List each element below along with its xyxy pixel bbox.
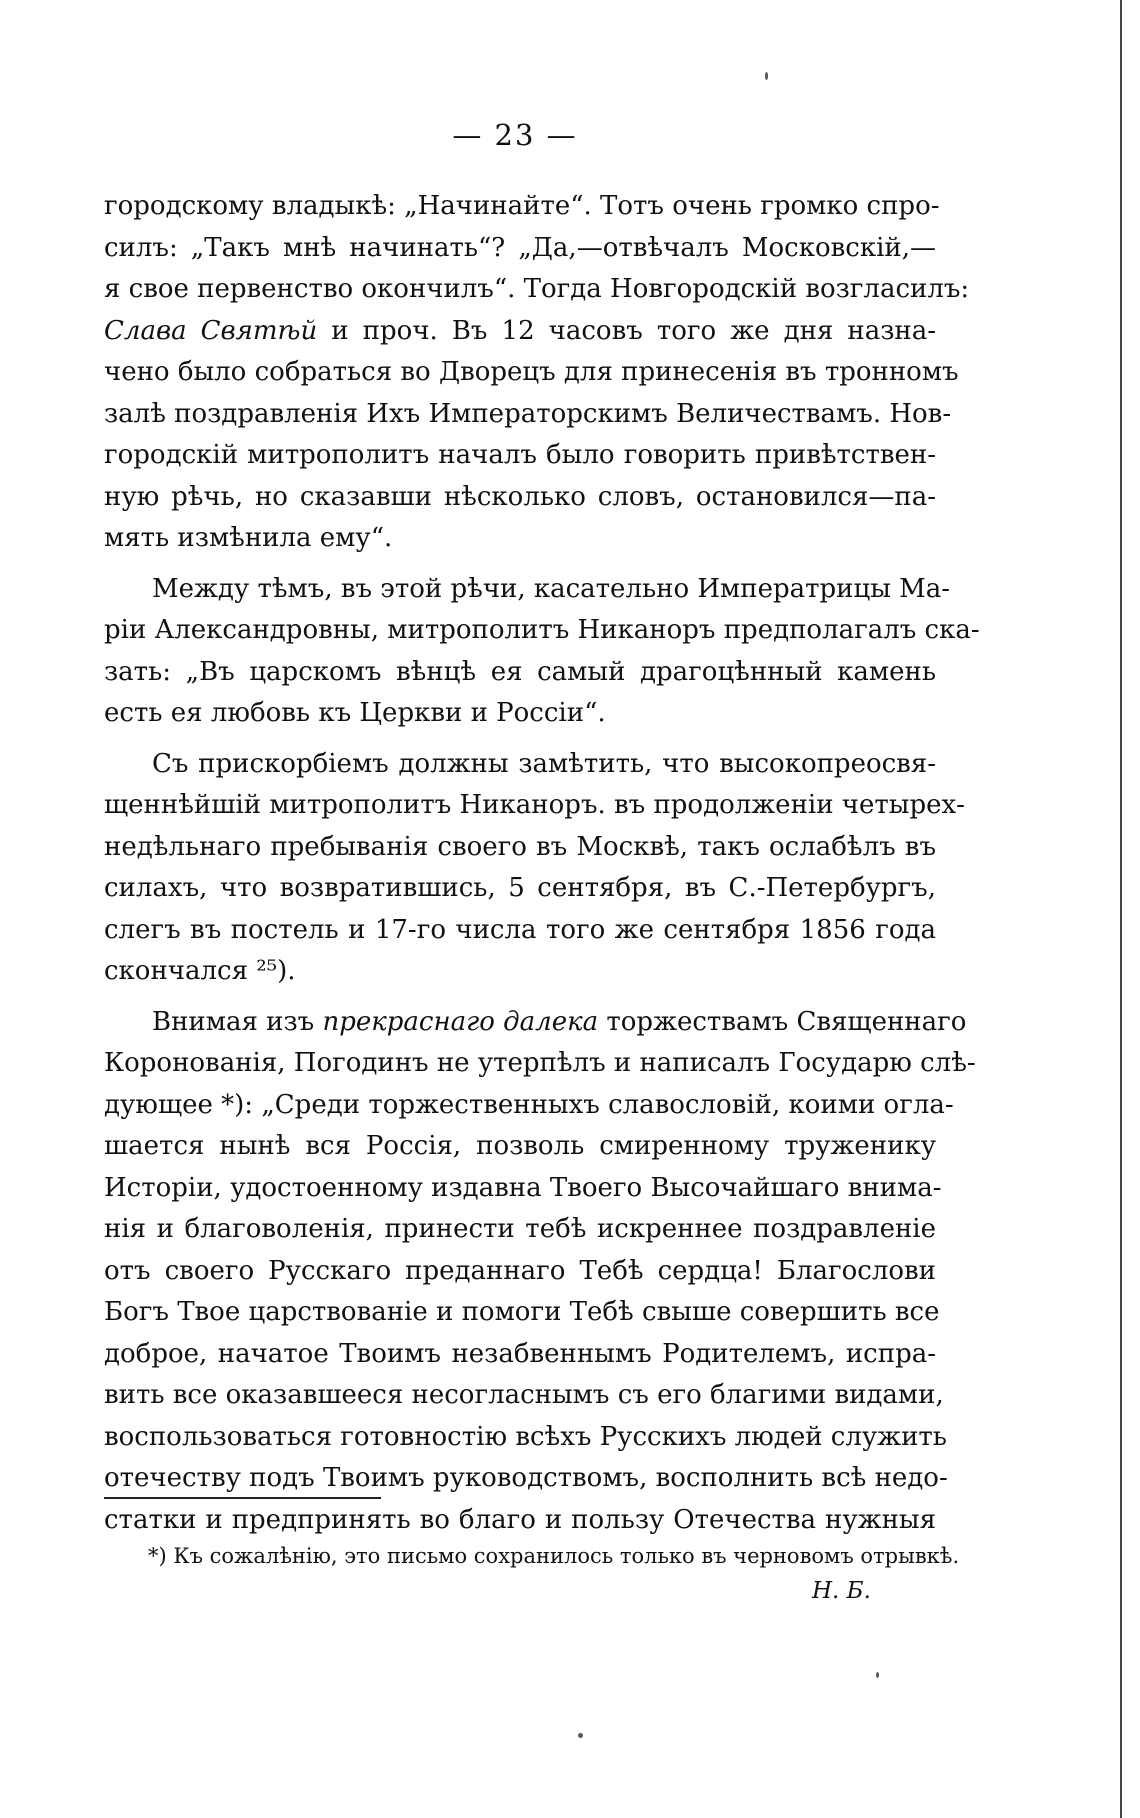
text-line: залѣ поздравленія Ихъ Императорскимъ Величествамъ. Нов- <box>104 398 952 429</box>
text-line: воспользоваться готовностію всѣхъ Русскихъ людей служить <box>104 1421 947 1452</box>
text-line: я свое первенство окончилъ“. Тогда Новгородскій возгласилъ: <box>104 274 970 304</box>
text-line: Богъ Твое царствованіе и помоги Тебѣ свыше совершить все <box>104 1297 940 1327</box>
paragraph-gap <box>104 993 936 1002</box>
text-line: Коронованія, Погодинъ не утерпѣлъ и написалъ Государю слѣ- <box>104 1048 976 1078</box>
text-line: ную рѣчь, но сказавши нѣсколько словъ, остановился—па- <box>104 481 936 512</box>
text-line: нія и благоволенія, принести тебѣ искреннее поздравленіе <box>104 1214 936 1244</box>
text-line: дующее *): „Среди торжественныхъ славословій, коими огла- <box>104 1089 954 1120</box>
footnote-signature: Н. Б. <box>812 1578 871 1604</box>
italic-phrase: Слава Святѣй <box>104 315 318 346</box>
text-line: недѣльнаго пребыванія своего въ Москвѣ, такъ ослабѣлъ въ <box>104 831 936 862</box>
text-line: статки и предпринять во благо и пользу Отечества нужныя <box>104 1504 936 1535</box>
page-number: — 23 — <box>452 118 578 152</box>
text-line: силъ: „Такъ мнѣ начинать“? „Да,—отвѣчалъ Московскій,— <box>104 232 936 263</box>
text-line: доброе, начатое Твоимъ незабвеннымъ Родителемъ, испра- <box>104 1338 936 1369</box>
text-line: городскій митрополитъ началъ было говорить привѣтствен- <box>104 440 936 470</box>
text-line: ріи Александровны, митрополитъ Никаноръ предполагалъ ска- <box>104 615 980 645</box>
text-line: шается нынѣ вся Россія, позволь смиренному труженику <box>104 1131 936 1161</box>
paragraph-gap <box>104 560 936 569</box>
text-line: городскому владыкѣ: „Начинайте“. Тотъ очень громко спро- <box>104 191 940 221</box>
italic-phrase: прекраснаго далека <box>322 1006 599 1037</box>
text-line: Съ прискорбіемъ должны замѣтить, что высокопреосвя- <box>152 748 936 779</box>
text-line: вить все оказавшееся несогласнымъ съ его благими видами, <box>104 1380 944 1410</box>
text-line: Внимая изъ прекраснаго далека торжествамъ Священнаго <box>152 1006 967 1037</box>
text-line: щеннѣйшій митрополитъ Никаноръ. въ продолженіи четырех- <box>104 790 965 820</box>
text-line: отъ своего Русскаго преданнаго Тебѣ сердца! Благослови <box>104 1255 936 1286</box>
text-line: Слава Святѣй и проч. Въ 12 часовъ того же дня назна- <box>104 315 936 346</box>
text-line: есть ея любовь къ Церкви и Россіи“. <box>104 698 606 728</box>
scan-speck <box>765 72 768 80</box>
text-line: зать: „Въ царскомъ вѣнцѣ ея самый драгоцѣнный камень <box>104 656 936 687</box>
text-line: мять измѣнила ему“. <box>104 523 393 553</box>
scan-speck <box>578 1733 583 1738</box>
text-line: скончался ²⁵). <box>104 956 296 986</box>
text-line: отечеству подъ Твоимъ руководствомъ, восполнить всѣ недо- <box>104 1463 948 1493</box>
text-line: Исторіи, удостоенному издавна Твоего Высочайшаго внима- <box>104 1172 942 1203</box>
scan-speck <box>876 1672 879 1678</box>
text-line: чено было собраться во Дворецъ для принесенія въ тронномъ <box>104 357 959 387</box>
text-line: слегъ въ постель и 17-го числа того же сентября 1856 года <box>104 914 936 945</box>
body-text <box>104 186 980 1541</box>
text-line: силахъ, что возвратившись, 5 сентября, въ С.-Петербургъ, <box>104 873 936 903</box>
footnote-rule <box>104 1497 381 1499</box>
footnote-text: *) Къ сожалѣнію, это письмо сохранилось только въ черновомъ отрывкѣ. <box>148 1544 960 1568</box>
page-edge-line <box>1120 0 1122 1818</box>
text-line: Между тѣмъ, въ этой рѣчи, касательно Императрицы Ма- <box>152 573 951 604</box>
paragraph-gap <box>104 735 936 744</box>
